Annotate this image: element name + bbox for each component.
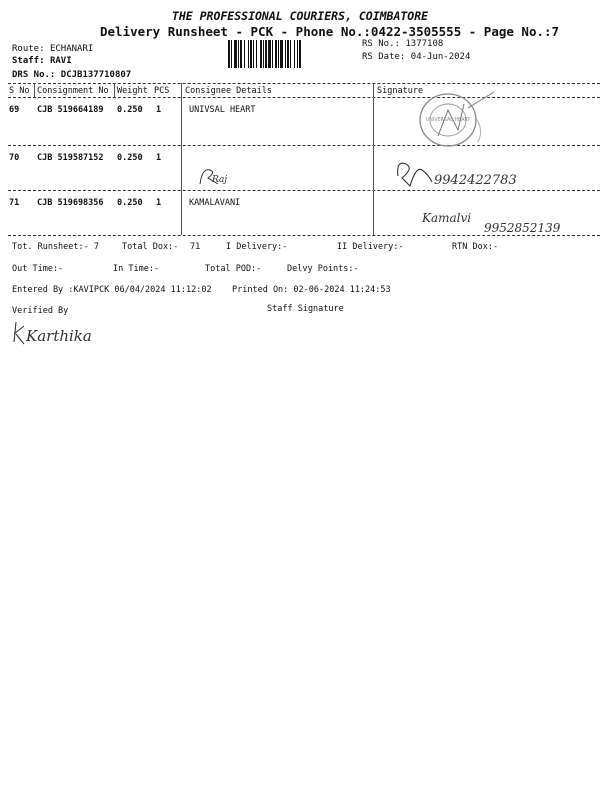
col-divider [373,83,374,235]
stamp-text: UNIVERSAL HEART [425,118,471,123]
row-weight: 0.250 [117,153,143,163]
staff-line [12,56,72,66]
row-sno: 69 [9,105,20,115]
barcode-bar [301,40,303,68]
printed-on: Printed On: 02-06-2024 11:24:53 [232,285,391,295]
row-pcs: 1 [156,105,162,115]
row-consignment: CJB 519664189 [37,105,104,115]
drs-line [12,70,131,80]
verified-by: Verified By [12,306,69,316]
out-time: Out Time:- [12,264,64,274]
drs-value: DCJB137710807 [60,70,132,80]
header-bottom-rule [8,97,600,98]
row70-phone: 9942422783 [434,173,517,188]
col-divider [181,83,182,235]
row71-phone: 9952852139 [484,221,561,235]
col-header-pcs: PCS [154,86,170,96]
in-time: In Time:- [113,264,160,274]
i-delivery: I Delivery:- [226,242,288,252]
row-pcs: 1 [156,153,162,163]
document-title: THE PROFESSIONAL COURIERS, COIMBATORE [171,9,429,23]
col-divider [114,83,115,97]
delivery-stamp [408,90,500,150]
row-rule-1 [8,145,600,146]
row-sno: 70 [9,153,20,163]
staff-label: Staff: [12,56,45,66]
row70-name: Raj [212,175,228,185]
route-value: ECHANARI [49,44,94,54]
col-divider [34,83,35,97]
row-sno: 71 [9,198,20,208]
col-header-weight: Weight [117,86,148,96]
verifier-signature [10,316,120,350]
total-dox-value: 71 [190,242,201,252]
verifier-name: Karthika [26,327,92,345]
table-top-rule [8,83,600,84]
rs-date-line [362,52,470,62]
rs-no-value: 1377108 [405,39,444,49]
col-header-consignee: Consignee Details [185,86,272,96]
entered-by: Entered By :KAVIPCK 06/04/2024 11:12:02 [12,285,212,295]
total-dox-label: Total Dox:- [122,242,179,252]
staff-signature-label: Staff Signature [267,304,344,314]
row-weight: 0.250 [117,105,143,115]
staff-value: RAVI [49,56,72,66]
rtn-dox: RTN Dox:- [452,242,499,252]
row-weight: 0.250 [117,198,143,208]
route-line [12,44,93,54]
rs-date-value: 04-Jun-2024 [410,52,471,62]
row-consignment: CJB 519698356 [37,198,104,208]
drs-label: DRS No.: [12,70,56,80]
rs-no-label: RS No.: [362,39,400,49]
rs-date-label: RS Date: [362,52,406,62]
col-header-consignment: Consignment No [37,86,109,96]
ii-delivery: II Delivery:- [337,242,404,252]
row-consignee: UNIVSAL HEART [189,105,256,115]
col-header-signature: Signature [377,86,424,96]
delvy-points: Delvy Points:- [287,264,359,274]
route-label: Route: [12,44,45,54]
tot-runsheet: Tot. Runsheet:- 7 [12,242,99,252]
row71-signature-phone [420,204,600,238]
row70-signature-phone [392,156,600,192]
row-pcs: 1 [156,198,162,208]
total-pod: Total POD:- [205,264,262,274]
col-header-sno: S No [9,86,30,96]
barcode [228,40,356,68]
row71-name: Kamalvi [422,211,472,225]
row-consignee: KAMALAVANI [189,198,241,208]
rs-no-line [362,39,443,49]
signature-row-70 [196,160,236,190]
runsheet-subtitle: Delivery Runsheet - PCK - Phone No.:0422-3505555 - Page No.:7 [100,24,560,39]
row-consignment: CJB 519587152 [37,153,104,163]
